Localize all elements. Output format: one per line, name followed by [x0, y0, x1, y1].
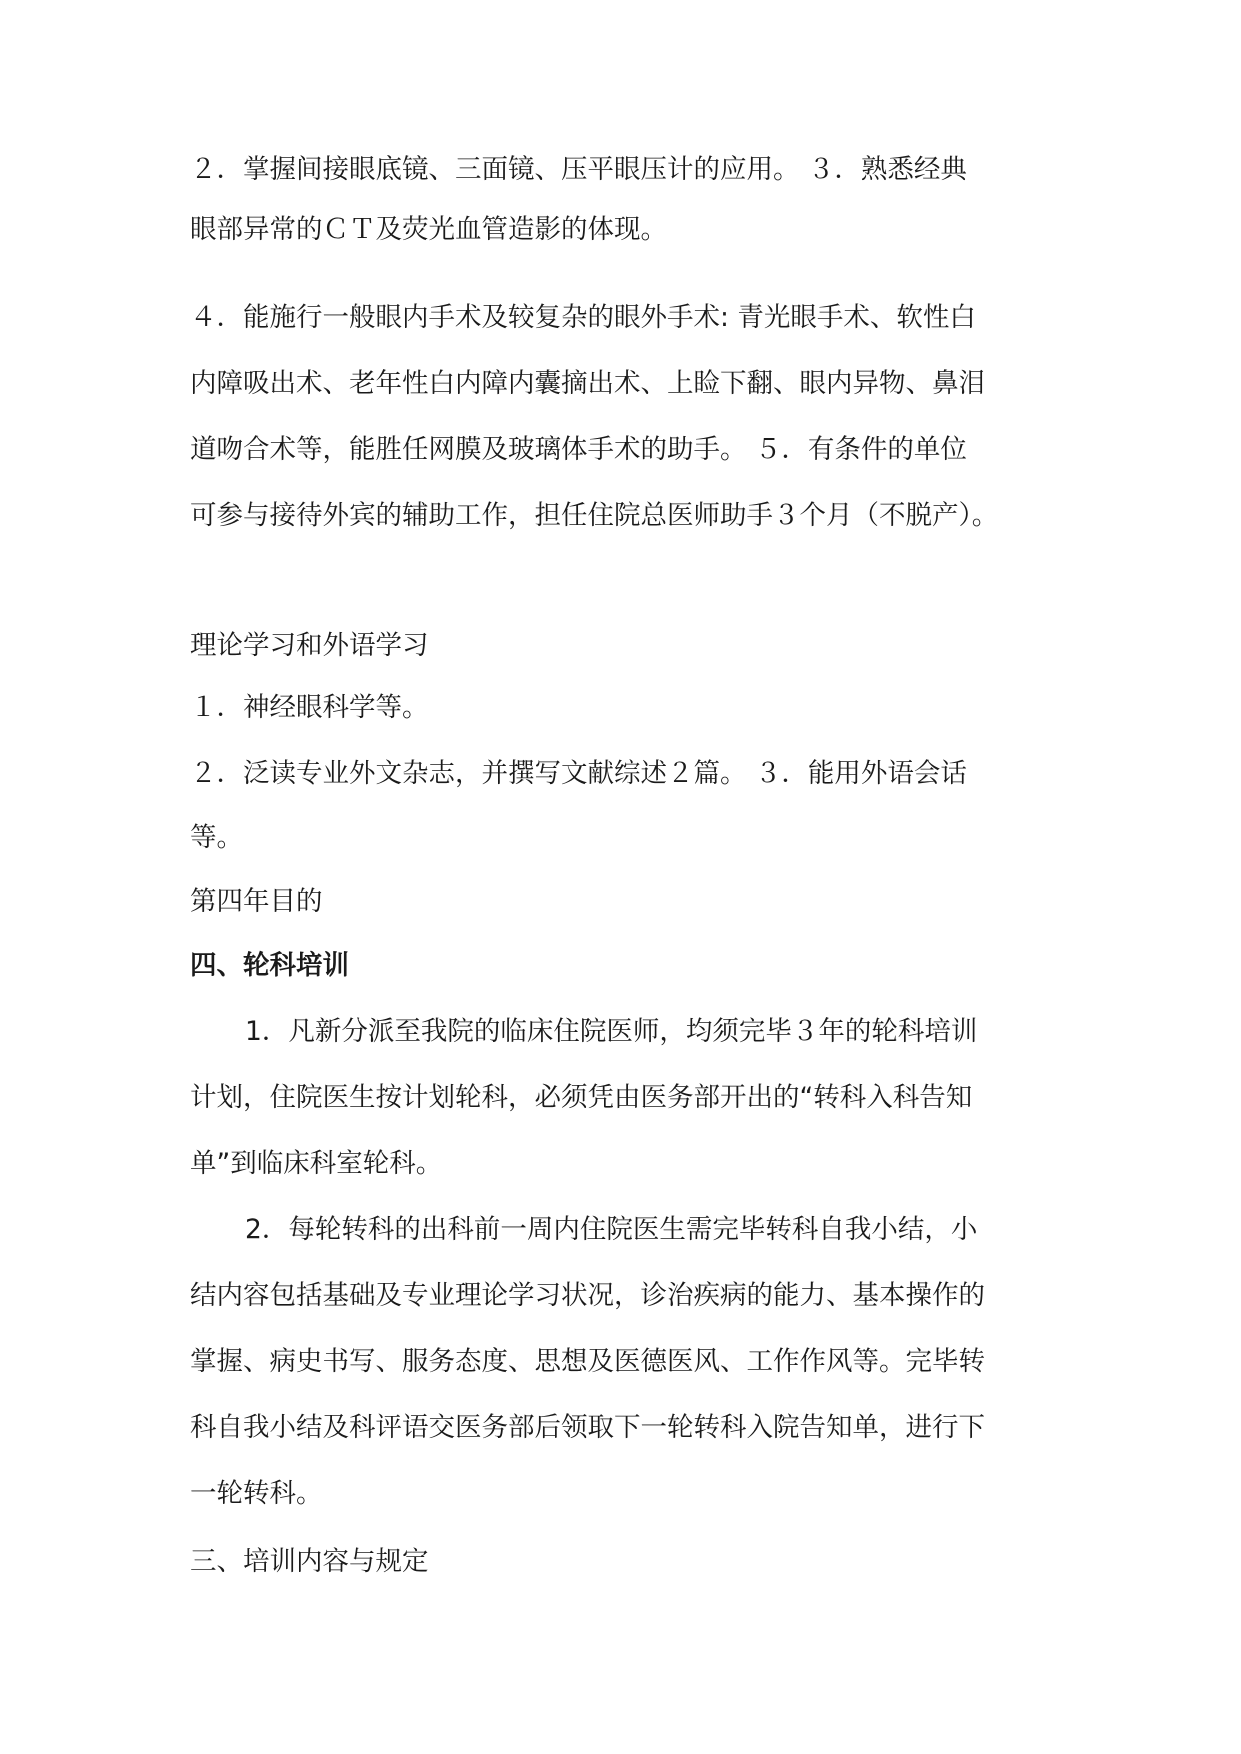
section-heading: 理论学习和外语学习	[190, 630, 429, 661]
paragraph-line: 计划，住院医生按计划轮科，必须凭由医务部开出的“转科入科告知	[190, 1082, 973, 1113]
paragraph-line: ２．泛读专业外文杂志，并撰写文献综述２篇。 ３．能用外语会话	[190, 758, 967, 789]
paragraph-line: １．神经眼科学等。	[190, 692, 429, 723]
paragraph-line: 眼部异常的ＣＴ及荧光血管造影的体现。	[190, 214, 667, 245]
section-heading: 第四年目的	[190, 886, 323, 917]
paragraph-line: ４．能施行一般眼内手术及较复杂的眼外手术: 青光眼手术、软性白	[190, 302, 976, 333]
paragraph-line: 内障吸出术、老年性白内障内囊摘出术、上睑下翻、眼内异物、鼻泪	[190, 368, 985, 399]
paragraph-line: 2．每轮转科的出科前一周内住院医生需完毕转科自我小结，小	[245, 1214, 978, 1245]
paragraph-line: 一轮转科。	[190, 1478, 323, 1509]
paragraph-line: ２．掌握间接眼底镜、三面镜、压平眼压计的应用。 ３．熟悉经典	[190, 154, 967, 185]
paragraph-line: 结内容包括基础及专业理论学习状况，诊治疾病的能力、基本操作的	[190, 1280, 985, 1311]
section-heading: 三、培训内容与规定	[190, 1546, 429, 1577]
paragraph-line: 1．凡新分派至我院的临床住院医师，均须完毕３年的轮科培训	[245, 1016, 978, 1047]
paragraph-line: 等。	[190, 822, 243, 853]
paragraph-line: 道吻合术等，能胜任网膜及玻璃体手术的助手。 ５．有条件的单位	[190, 434, 967, 465]
paragraph-line: 科自我小结及科评语交医务部后领取下一轮转科入院告知单，进行下	[190, 1412, 985, 1443]
paragraph-line: 掌握、病史书写、服务态度、思想及医德医风、工作作风等。完毕转	[190, 1346, 985, 1377]
paragraph-line: 单”到临床科室轮科。	[190, 1148, 443, 1179]
paragraph-line: 可参与接待外宾的辅助工作，担任住院总医师助手３个月（不脱产）。	[190, 500, 999, 531]
section-heading-bold: 四、轮科培训	[190, 950, 349, 981]
